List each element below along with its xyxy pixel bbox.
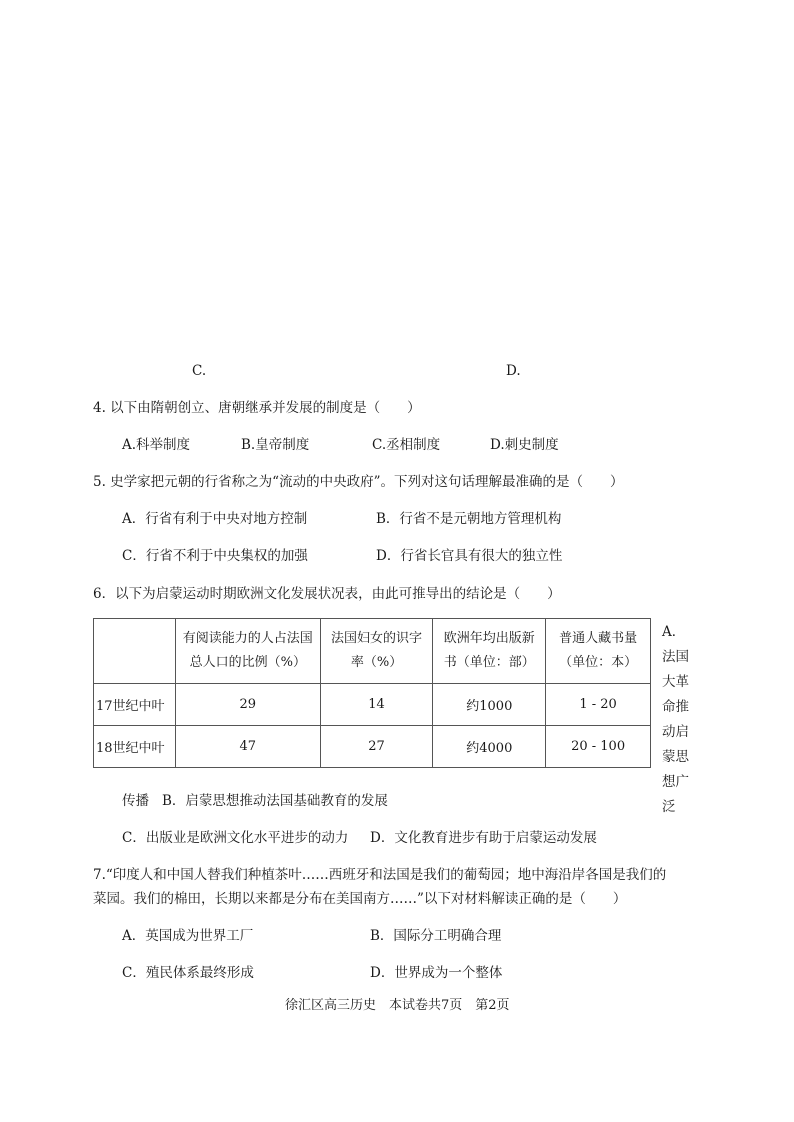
q6-option-d: D．文化教育进步有助于启蒙运动发展	[370, 830, 597, 846]
q5-option-c: C．行省不利于中央集权的加强	[122, 548, 308, 564]
page-footer: 徐汇区高三历史 本试卷共7页 第2页	[285, 998, 510, 1013]
table-cell: 14	[320, 684, 433, 726]
question-5-stem: 5. 史学家把元朝的行省称之为“流动的中央政府”。下列对这句话理解最准确的是（ ）	[93, 474, 624, 490]
culture-table	[93, 618, 651, 768]
q7-option-c: C．殖民体系最终形成	[122, 965, 254, 981]
table-header-cell: 有阅读能力的人占法国总人口的比例（%）	[175, 619, 320, 684]
table-row	[94, 684, 651, 726]
q6-option-a-wrapped: A．法国大革命推动启蒙思想广泛	[662, 624, 689, 815]
table-header-row	[94, 619, 651, 684]
question-7-stem-line1: 7.“印度人和中国人替我们种植茶叶……西班牙和法国是我们的葡萄园；地中海沿岸各国是我们的	[93, 867, 667, 883]
question-6-stem: 6．以下为启蒙运动时期欧洲文化发展状况表，由此可推导出的结论是（ ）	[93, 586, 561, 602]
table-cell: 29	[175, 684, 320, 726]
q4-option-b: B.皇帝制度	[241, 437, 310, 453]
q7-option-d: D．世界成为一个整体	[370, 965, 503, 981]
table-header-cell: 法国妇女的识字率（%）	[320, 619, 433, 684]
question-4-stem: 4. 以下由隋朝创立、唐朝继承并发展的制度是（ ）	[93, 400, 421, 416]
table-cell: 1 - 20	[546, 684, 651, 726]
q5-option-d: D．行省长官具有很大的独立性	[376, 548, 563, 564]
q4-option-c: C.丞相制度	[372, 437, 441, 453]
q6-option-b: B．启蒙思想推动法国基础教育的发展	[162, 793, 388, 809]
table-cell: 27	[320, 726, 433, 768]
table-header-cell	[94, 619, 176, 684]
q4-option-d: D.刺史制度	[490, 437, 559, 453]
q7-option-a: A．英国成为世界工厂	[122, 928, 254, 944]
q6-option-c: C．出版业是欧洲文化水平进步的动力	[122, 830, 349, 846]
table-cell: 47	[175, 726, 320, 768]
option-d-label: D.	[506, 363, 521, 379]
table-header-cell: 欧洲年均出版新书（单位：部）	[433, 619, 546, 684]
q5-option-b: B．行省不是元朝地方管理机构	[376, 511, 562, 527]
table-cell: 17世纪中叶	[94, 684, 176, 726]
option-c-label: C.	[192, 363, 207, 379]
q5-option-a: A．行省有利于中央对地方控制	[122, 511, 308, 527]
question-7-stem-line2: 菜园。我们的棉田，长期以来都是分布在美国南方……”以下对材料解读正确的是（ ）	[93, 891, 627, 907]
table-row	[94, 726, 651, 768]
table-cell: 18世纪中叶	[94, 726, 176, 768]
table-header-cell: 普通人藏书量（单位：本）	[546, 619, 651, 684]
q4-option-a: A.科举制度	[122, 437, 191, 453]
table-cell: 20 - 100	[546, 726, 651, 768]
q6-option-a-tail: 传播	[122, 793, 149, 809]
table-cell: 约1000	[433, 684, 546, 726]
q7-option-b: B．国际分工明确合理	[370, 928, 502, 944]
table-cell: 约4000	[433, 726, 546, 768]
